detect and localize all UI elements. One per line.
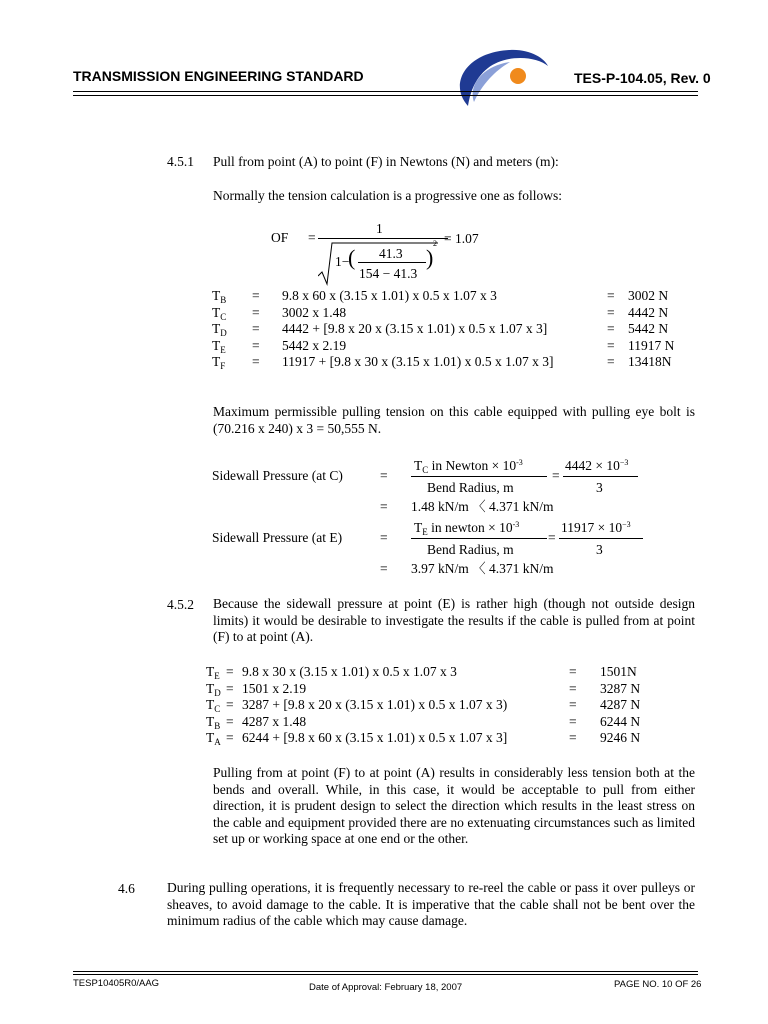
footer-rule-bottom: [73, 974, 698, 975]
inner-fraction-line: [358, 262, 426, 263]
of-inner-denominator: 154 − 41.3: [359, 266, 418, 281]
paren-open: (: [348, 245, 356, 270]
of-label: OF: [271, 230, 289, 245]
sidewall-pressure-e: Sidewall Pressure (at E) = $T_E$ in newton × $10^{-3}$ Bend Radius, m = $11917 \times 10^{-3}$ 3 = 3.97 kN/m 〈 4.371 kN/m: [212, 516, 652, 586]
sidewall-c-equals: =: [380, 468, 388, 483]
of-equals: =: [308, 230, 316, 245]
sidewall-c-fraction-line: [411, 476, 547, 477]
paren-close: ): [426, 245, 434, 270]
section-number-4-5-1: 4.5.1: [167, 154, 194, 169]
section-heading-4-5-1: Pull from point (A) to point (F) in Newtons (N) and meters (m):: [213, 154, 559, 169]
tension-table-forward: [212, 288, 674, 371]
sidewall-c-mid-equals: =: [552, 468, 560, 483]
table-row: $T_E$ = 5442 x 2.19 = 11917 N: [212, 337, 675, 355]
sidewall-e-label: Sidewall Pressure (at E): [212, 530, 343, 545]
sidewall-c-result-line: [563, 476, 638, 477]
sidewall-c-result: 1.48 kN/m 〈 4.371 kN/m: [411, 499, 554, 514]
sidewall-e-result: 3.97 kN/m 〈 4.371 kN/m: [411, 561, 554, 576]
footer-approval-date: Date of Approval: February 18, 2007: [309, 982, 463, 993]
sidewall-e-equals: =: [380, 530, 388, 545]
footer-page-number: PAGE NO. 10 OF 26: [614, 979, 702, 990]
section-text-4-6: During pulling operations, it is frequently necessary to re-reel the cable or pass it over pulleys or sheaves, to avoid damage to the cable. It is imperative that the cable shall not be bent over the minimum radius of the cable which may cause damage.: [167, 880, 695, 928]
of-exponent: 2: [433, 239, 437, 248]
document-number: TES-P-104.05, Rev. 0: [574, 70, 711, 86]
sidewall-pressure-c: Sidewall Pressure (at C) = $T_C$ in Newton × $10^{-3}$ Bend Radius, m = $4442 \times 10^{-3}$ 3 = 1.48 kN/m 〈 4.371 kN/m: [212, 454, 652, 524]
table-row: $T_B$ = 4287 x 1.48 = 6244 N: [206, 713, 641, 731]
of-result: = 1.07: [444, 231, 479, 246]
conclusion-paragraph: Pulling from at point (F) to at point (A) results in considerably less tension both at the bends and overall. While, in this case, it would be acceptable to pull from either direction, it is prudent design to select the direction which results in the least stress on the cable and equipment provided there are no extenuating circumstances such as limited set up or working space at one end or the other.: [213, 765, 695, 846]
sidewall-e-result-line: [559, 538, 643, 539]
of-inner-numerator: 41.3: [379, 246, 403, 261]
of-one-minus: 1−: [335, 254, 350, 269]
of-fraction-line: [318, 238, 448, 239]
sidewall-e-result-equals: =: [380, 561, 388, 576]
sidewall-c-result-denominator: 3: [596, 480, 603, 495]
tension-table-reverse: [206, 664, 640, 747]
intro-text: Normally the tension calculation is a progressive one as follows:: [213, 188, 563, 203]
header-title: TRANSMISSION ENGINEERING STANDARD: [73, 68, 364, 84]
sidewall-e-mid-equals: =: [548, 530, 556, 545]
sidewall-c-result-equals: =: [380, 499, 388, 514]
header-rule-top: [73, 91, 698, 92]
footer-rule-top: [73, 971, 698, 972]
section-number-4-6: 4.6: [118, 881, 135, 896]
sidewall-e-result-denominator: 3: [596, 542, 603, 557]
table-row: $T_C$ = 3287 + [9.8 x 20 x (3.15 x 1.01) x 0.5 x 1.07 x 3) = 4287 N: [206, 697, 641, 714]
table-row: $T_D$ = 1501 x 2.19 = 3287 N: [206, 680, 641, 698]
max-tension-paragraph: Maximum permissible pulling tension on this cable equipped with pulling eye bolt is (70.216 x 240) x 3 = 50,555 N.: [213, 404, 695, 436]
sidewall-c-label: Sidewall Pressure (at C): [212, 468, 343, 483]
sidewall-e-fraction-line: [411, 538, 547, 539]
sidewall-e-denominator: Bend Radius, m: [427, 542, 514, 557]
table-row: $T_D$ = 4442 + [9.8 x 20 x (3.15 x 1.01) x 0.5 x 1.07 x 3] = 5442 N: [212, 321, 669, 338]
table-row: $T_E$ = 9.8 x 30 x (3.15 x 1.01) x 0.5 x 1.07 x 3 = 1501N: [206, 664, 637, 681]
section-text-4-5-2: Because the sidewall pressure at point (E) is rather high (though not outside design limits) it would be desirable to investigate the results if the cable is pulled from at point (F) to at point (A).: [213, 596, 695, 644]
of-numerator: 1: [376, 221, 383, 236]
header-rule-bottom: [73, 95, 698, 96]
company-logo: [448, 44, 558, 114]
table-row: $T_F$ = 11917 + [9.8 x 30 x (3.15 x 1.01) x 0.5 x 1.07 x 3] = 13418N: [212, 354, 672, 371]
footer-code: TESP10405R0/AAG: [73, 978, 160, 989]
section-number-4-5-2: 4.5.2: [167, 597, 194, 612]
table-row: $T_B$ = 9.8 x 60 x (3.15 x 1.01) x 0.5 x 1.07 x 3 = 3002 N: [212, 288, 669, 305]
sidewall-c-denominator: Bend Radius, m: [427, 480, 514, 495]
table-row: $T_A$ = 6244 + [9.8 x 60 x (3.15 x 1.01) x 0.5 x 1.07 x 3] = 9246 N: [206, 730, 641, 747]
of-formula: [266, 220, 506, 290]
table-row: $T_C$ = 3002 x 1.48 = 4442 N: [212, 304, 669, 322]
